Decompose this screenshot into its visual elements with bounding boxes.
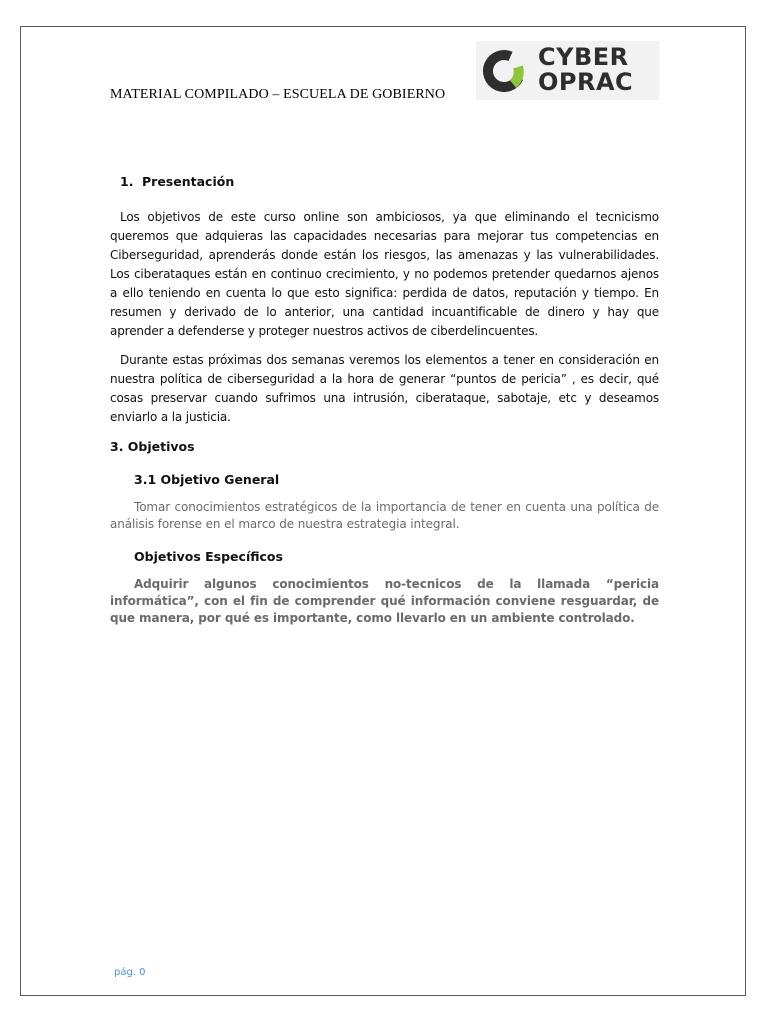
general-objective-text: Tomar conocimientos estratégicos de la importancia de tener en cuenta una política de análisis forense en el marco de nuestra estrategia integral. bbox=[110, 500, 659, 531]
document-page bbox=[20, 26, 746, 996]
section-1-number: 1. bbox=[120, 174, 134, 189]
specific-objectives-heading: Objetivos Específicos bbox=[134, 549, 283, 564]
presentation-paragraph-1: Los objetivos de este curso online son ambiciosos, ya que eliminando el tecnicismo queremos que adquieras las capacidades necesarias para mejorar tus competencias en Ciberseguridad, aprenderás donde están los riesgos, las amenazas y las vulnerabilidades. Los ciberataques están en continuo crecimiento, y no podemos pretender quedarnos ajenos a ello teniendo en cuenta lo que esto significa: perdida de datos, reputación y tiempo. En resumen y derivado de lo anterior, una cantidad incuantificable de dinero y hay que aprender a defenderse y proteger nuestros activos de ciberdelincuentes. bbox=[110, 210, 659, 338]
specific-objectives-text: Adquirir algunos conocimientos no-tecnicos de la llamada “pericia informática”, con el fin de comprender qué información conviene resguardar, de que manera, por qué es importante, como llevarlo en un ambiente controlado. bbox=[110, 577, 659, 625]
section-3-heading: 3. Objetivos bbox=[110, 439, 195, 454]
presentation-paragraph-2: Durante estas próximas dos semanas veremos los elementos a tener en consideración en nuestra política de ciberseguridad a la hora de generar “puntos de pericia” , es decir, qué cosas preservar cuando sufrimos una intrusión, ciberataque, sabotaje, etc y deseamos enviarlo a la justicia. bbox=[110, 353, 659, 424]
logo-line-2: OPRAC bbox=[538, 68, 634, 96]
logo-line-1: CYBER bbox=[538, 43, 629, 71]
section-1-title: Presentación bbox=[142, 174, 235, 189]
logo-ring-icon bbox=[480, 47, 530, 95]
document-body bbox=[110, 172, 659, 641]
section-1-heading bbox=[120, 172, 659, 191]
cyberoprac-logo bbox=[476, 41, 659, 100]
general-objective-heading: 3.1 Objetivo General bbox=[134, 472, 280, 487]
logo-wordmark bbox=[538, 45, 633, 95]
page-number: pág. 0 bbox=[114, 967, 146, 978]
header-title: MATERIAL COMPILADO – ESCUELA DE GOBIERNO bbox=[110, 87, 446, 102]
